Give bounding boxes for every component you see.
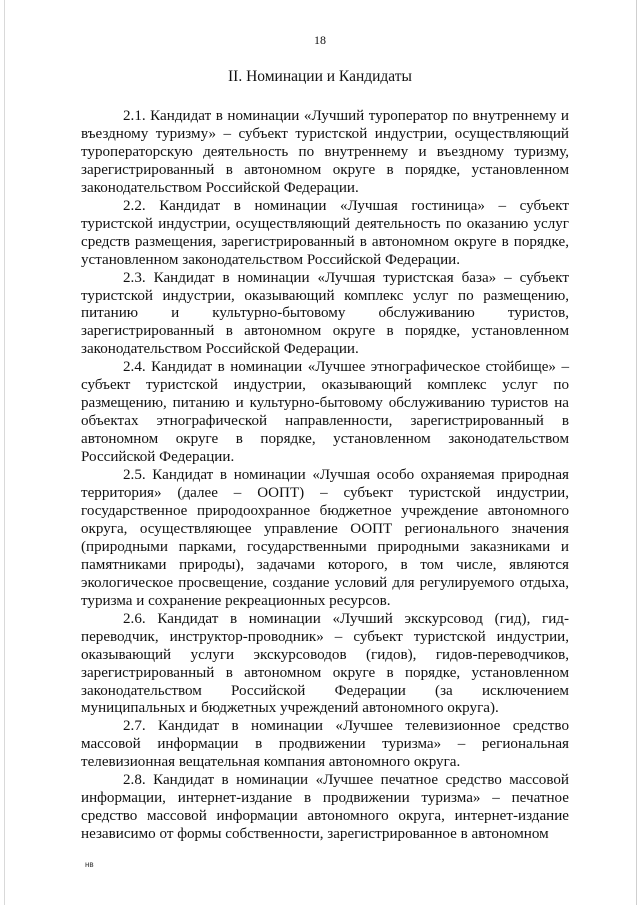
paragraph-2-7: 2.7. Кандидат в номинации «Лучшее телевизионное средство массовой информации в продвижении туризма» – региональная телевизионная вещательная компания автономного округа. xyxy=(81,718,569,771)
paragraph-2-1: 2.1. Кандидат в номинации «Лучший туроператор по внутреннему и въездному туризму» – субъект туристской индустрии, осуществляющий туроператорскую деятельность по внутреннему и въездному туризму, зарегистрированный в автономном округе в порядке, установленном законодательством Российской Федерации. xyxy=(81,108,569,196)
scan-edge-right xyxy=(636,0,637,905)
paragraph-2-2: 2.2. Кандидат в номинации «Лучшая гостиница» – субъект туристской индустрии, осуществляющий деятельность по оказанию услуг средств размещения, зарегистрированный в автономном округе в порядке, установленном законодательством Российской Федерации. xyxy=(81,197,569,268)
scan-edge-left xyxy=(4,0,5,905)
paragraph-2-4: 2.4. Кандидат в номинации «Лучшее этнографическое стойбище» – субъект туристской индустрии, оказывающий комплекс услуг по размещению, питанию и культурно-бытовому обслуживанию туристов на объектах этнографической направленности, зарегистрированный в автономном округе в порядке, установленном законодательством Российской Федерации. xyxy=(81,359,569,466)
body-text xyxy=(81,108,569,844)
paragraph-2-5: 2.5. Кандидат в номинации «Лучшая особо охраняемая природная территория» (далее – ООПТ) – субъект туристской индустрии, государственное природоохранное бюджетное учреждение автономного округа, осуществляющее управление ООПТ регионального значения (природными парками, государственными природными заказниками и памятниками природы), задачами которого, в том числе, являются экологическое просвещение, создание условий для регулируемого отдыха, туризма и сохранение рекреационных ресурсов. xyxy=(81,467,569,609)
page-number: 18 xyxy=(314,33,326,47)
paragraph-2-3: 2.3. Кандидат в номинации «Лучшая туристская база» – субъект туристской индустрии, оказывающий комплекс услуг по размещению, питанию и культурно-бытовому обслуживанию туристов, зарегистрированный в автономном округе в порядке, установленном законодательством Российской Федерации. xyxy=(81,269,569,358)
paragraph-2-8: 2.8. Кандидат в номинации «Лучшее печатное средство массовой информации, интернет-издание в продвижении туризма» – печатное средство массовой информации автономного округа, интернет-издание независимо от формы собственности, зарегистрированное в автономном xyxy=(81,772,569,843)
section-title: II. Номинации и Кандидаты xyxy=(228,68,412,85)
footer-initials-mark: нв xyxy=(85,860,94,869)
paragraph-2-6: 2.6. Кандидат в номинации «Лучший экскурсовод (гид), гид-переводчик, инструктор-проводник» – субъект туристской индустрии, оказывающий услуги экскурсоводов (гидов), гидов-переводчиков, зарегистрированный в автономном округе в порядке, установленном законодательством Российской Федерации (за исключением муниципальных и бюджетных учреждений автономного округа). xyxy=(81,610,569,717)
